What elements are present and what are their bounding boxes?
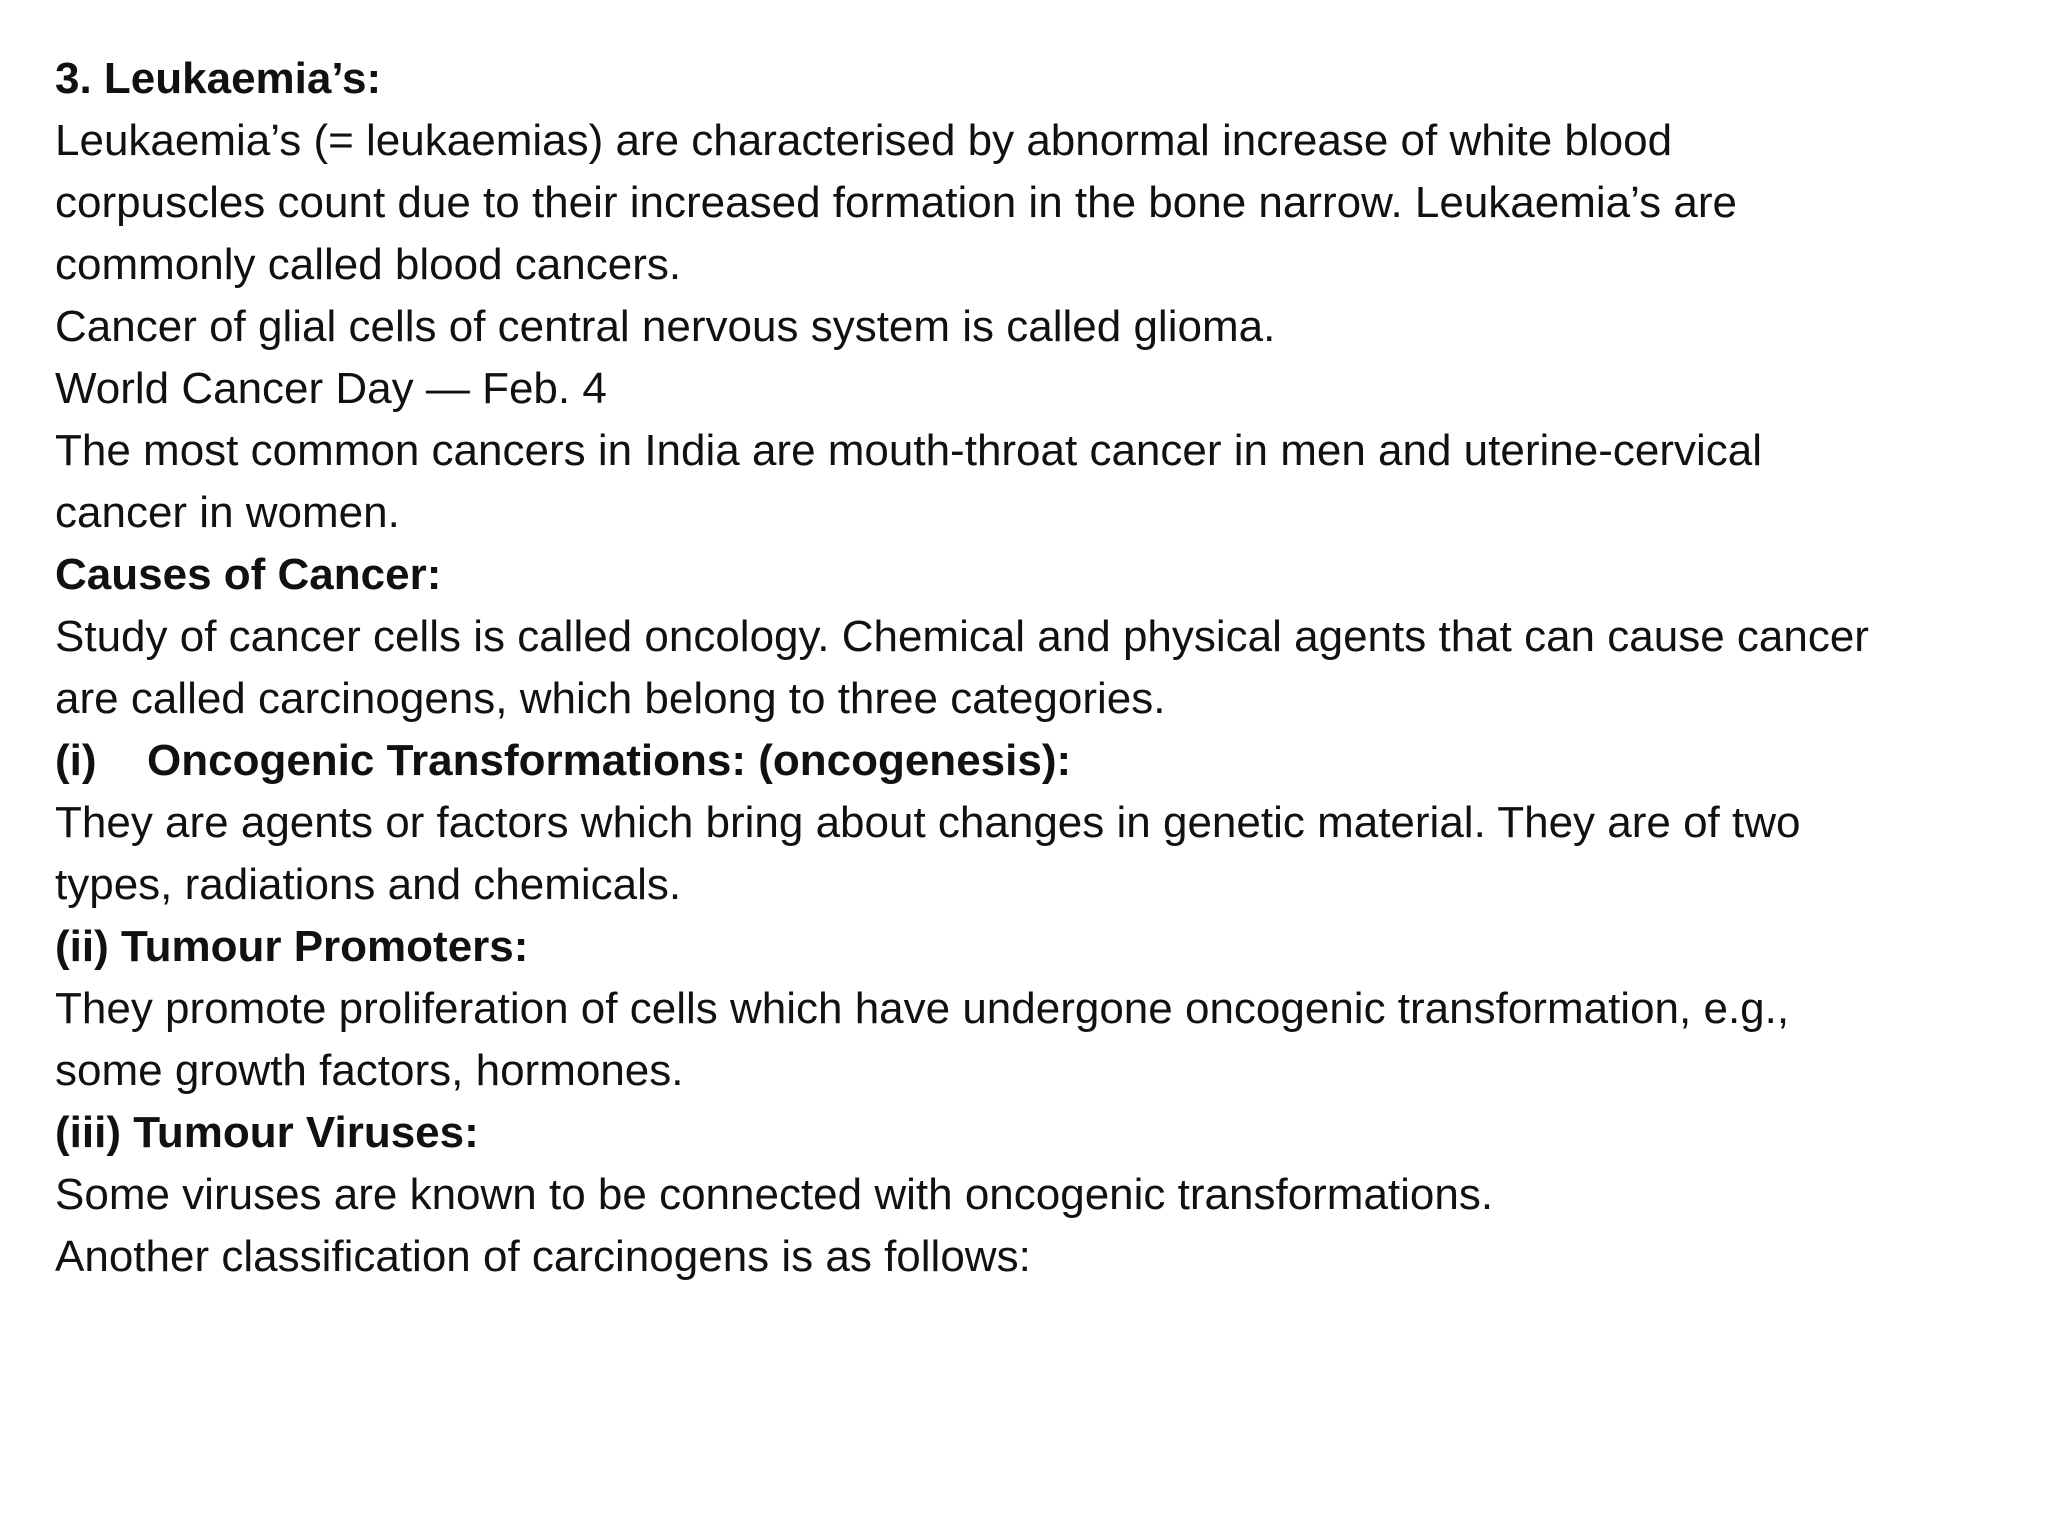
causes-text-line-2: are called carcinogens, which belong to three categories. xyxy=(55,674,1166,723)
item-1-heading xyxy=(55,730,2015,792)
leukaemia-text-line-3: commonly called blood cancers. xyxy=(55,240,682,289)
item-1-title: Oncogenic Transformations: (oncogenesis): xyxy=(147,736,1072,785)
india-cancers-line-2: cancer in women. xyxy=(55,488,400,537)
item-1-text-line-1: They are agents or factors which bring about changes in genetic material. They are of two xyxy=(55,798,1801,847)
world-cancer-day-text: World Cancer Day — Feb. 4 xyxy=(55,364,607,413)
causes-text-line-1: Study of cancer cells is called oncology. Chemical and physical agents that can cause cancer xyxy=(55,612,1869,661)
leukaemia-text-line-1: Leukaemia’s (= leukaemias) are characterised by abnormal increase of white blood xyxy=(55,116,1673,165)
slide-content xyxy=(55,48,2015,1288)
item-1-text-line-2: types, radiations and chemicals. xyxy=(55,860,682,909)
item-1-number: (i) xyxy=(55,736,97,785)
item-3-text-line-1: Some viruses are known to be connected with oncogenic transformations. xyxy=(55,1170,1494,1219)
item-2-text-line-1: They promote proliferation of cells which have undergone oncogenic transformation, e.g., xyxy=(55,984,1790,1033)
causes-heading: Causes of Cancer: xyxy=(55,550,442,599)
india-cancers-line-1: The most common cancers in India are mouth-throat cancer in men and uterine-cervical xyxy=(55,426,1762,475)
item-2-heading: (ii) Tumour Promoters: xyxy=(55,922,529,971)
leukaemia-heading: 3. Leukaemia’s: xyxy=(55,54,382,103)
item-3-heading: (iii) Tumour Viruses: xyxy=(55,1108,479,1157)
leukaemia-text-line-2: corpuscles count due to their increased formation in the bone narrow. Leukaemia’s are xyxy=(55,178,1737,227)
glioma-text: Cancer of glial cells of central nervous system is called glioma. xyxy=(55,302,1276,351)
classification-text: Another classification of carcinogens is as follows: xyxy=(55,1232,1031,1281)
item-2-text-line-2: some growth factors, hormones. xyxy=(55,1046,684,1095)
